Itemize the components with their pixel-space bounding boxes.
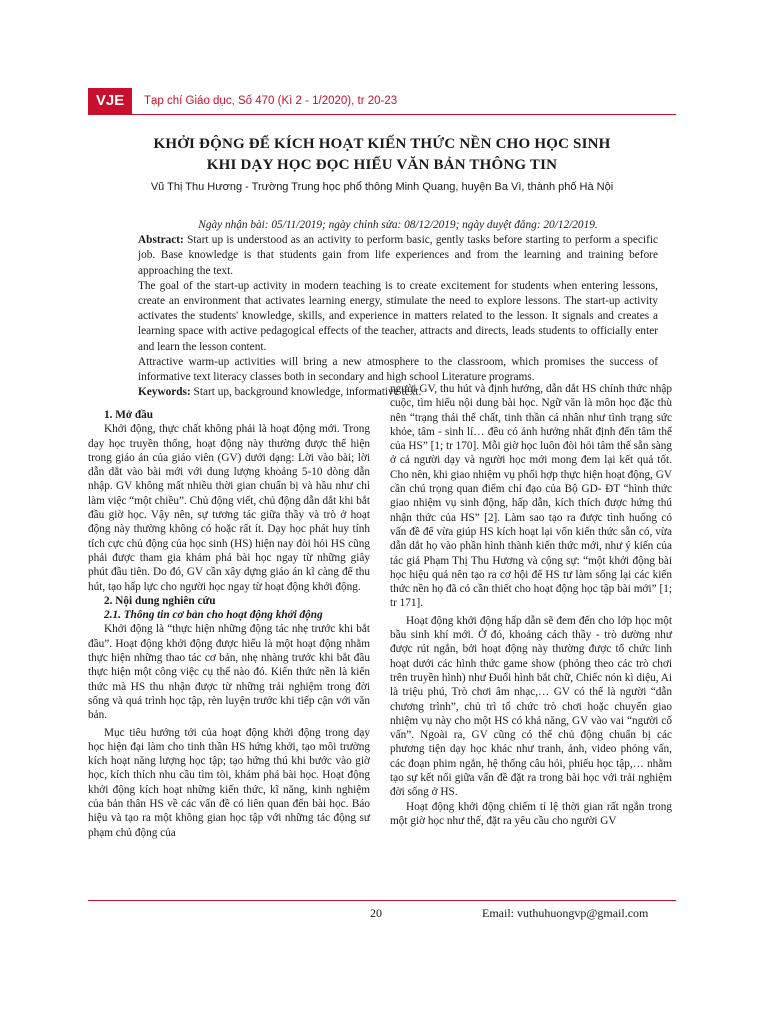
author-email: Email: vuthuhuongvp@gmail.com — [482, 906, 649, 920]
abstract-paragraph-3: Attractive warm-up activities will bring a new atmosphere to the classroom, which promises the success of informative text literacy classes both in secondary and high school Literature programs. — [138, 355, 658, 384]
abstract-block — [138, 218, 658, 400]
article-dates: Ngày nhận bài: 05/11/2019; ngày chỉnh sửa: 08/12/2019; ngày duyệt đăng: 20/12/2019. — [198, 219, 598, 231]
header-divider — [88, 114, 676, 115]
abstract-paragraph-2: The goal of the start-up activity in modern teaching is to create excitement for students when entering lessons, create an environment that activates learning energy, stimulate the need to explore lessons. The start-up activity activates the students' knowledge, skills, and experience in matters related to the lesson. It signals and creates a learning space with active pedagogical effects of the teacher, attracts and directs, leads students to officially enter and learn the lesson content. — [138, 279, 658, 353]
abstract-paragraph-1: Abstract: Start up is understood as an activity to perform basic, gently tasks before starting to perform a specific job. Base knowledge is that students gain from life experiences and from the learning and training before approaching the text. — [138, 234, 658, 277]
journal-citation: Tạp chí Giáo dục, Số 470 (Kì 2 - 1/2020), tr 20-23 — [144, 95, 398, 107]
subsection-heading: 2.1. Thông tin cơ bản cho hoạt động khởi động — [104, 609, 323, 622]
footer-divider — [88, 900, 676, 901]
body-paragraph: Hoạt động khởi động hấp dẫn sẽ đem đến cho lớp học một bầu sinh khí mới. Ở đó, khoảng cách thầy - trò dường như được rút ngắn, bởi hoạt động này thường được tổ chức linh hoạt dưới các hình thức game show (phỏng theo các trò chơi trên truyền hình) như Đuổi hình bắt chữ, Chiếc nón kì diệu, Ai là triệu phú, Trò chơi âm nhạc,… GV có thể là người “dẫn chương trình”, chủ trì tổ chức trò chơi hoặc chuyển giao nhiệm vụ này cho một HS có khả năng, GV vào vai “người cố vấn”. Ngoài ra, GV cũng có thể chủ động chuẩn bị các phương tiện dạy học khác như tranh, ảnh, video phỏng vấn, các đoạn phim ngắn, hệ thống câu hỏi, phiếu học tập,… nhằm tạo sự kết nối giữa vấn đề đặt ra trong bài học với trải nghiệm đời sống ở HS. — [390, 614, 672, 799]
abstract-label: Abstract: — [138, 234, 184, 247]
body-paragraph: người GV, thu hút và định hướng, dẫn dắt HS chính thức nhập cuộc, tìm hiểu nội dung bài học. Ngữ văn là môn học đặc thù nên “trạng thái thể chất, tinh thần cá nhân như tình trạng sức khỏe, tâm - sinh lí… đều có ảnh hưởng nhất định đến tâm thế của HS” [1; tr 170]. Mỗi giờ học luôn đòi hỏi tâm thế sẵn sàng ở cả người dạy và người học mới mong đem lại kết quả tốt. Cho nên, khi giao nhiệm vụ phối hợp thực hiện hoạt động, GV cần chú trọng quan điểm chỉ đạo của Bộ GD- ĐT “hình thức giao nhiệm vụ sinh động, hấp dẫn, kích thích được hứng thú nhận thức của HS” [2]. Làm sao tạo ra được tình huống có vấn đề để vừa giúp HS kích hoạt lại vốn kiến thức sẵn có, vừa dẫn dắt họ vào phần hình thành kiến thức mới, như ý kiến của tác giả Phạm Thị Thu Hương và cộng sự: “một khởi động bài học hiệu quả nên tạo ra cơ hội để HS tư làm sống lại các kiến thức nền họ đã có cần thiết cho hoạt động học tập bài mới” [1; tr 171]. — [390, 383, 673, 610]
title-line-2: KHI DẠY HỌC ĐỌC HIỂU VĂN BẢN THÔNG TIN — [206, 157, 558, 173]
body-paragraph: Khởi động, thực chất không phải là hoạt động mới. Trong dạy học truyền thống, hoạt động này thường được thể hiện trong giáo án của giáo viên (GV) dưới dạng: Lời vào bài; lời dẫn dắt vào bài mới với dung lượng khoảng 5-10 dòng dẫn nhập. GV không mất nhiều thời gian chuẩn bị và hầu như chỉ làm việc “một chiều”. Chủ động viết, chủ động dẫn dắt khi bắt đầu giờ học. Vậy nên, sự tương tác giữa thầy và trò ở hoạt động này thường không có hoặc rất ít. Dạy học phát huy tính tích cực chủ động của học sinh (HS) hiện nay đòi hỏi HS cũng phải được tham gia khám phá bài học ngay từ những giây phút đầu tiên. Do đó, GV cần xây dựng giáo án kĩ càng để thu hút, tạo hấp lực cho người học ngay từ hoạt động khởi động. — [88, 423, 370, 593]
article-title — [88, 134, 676, 176]
body-paragraph: Mục tiêu hướng tới của hoạt động khởi động trong dạy học hiện đại làm cho tinh thần HS hứng khởi, tạo môi trường kích hoạt năng lượng học tập; tạo hứng thú khi bước vào giờ học, kích thích nhu cầu tìm tòi, khám phá bài học. Hoạt động khởi động kích hoạt những kiến thức, kĩ năng, kinh nghiệm của bản thân HS về các vấn đề có liên quan đến bài học. Báo hiệu và tạo ra một không gian học tập với những tác động sư phạm chủ động của — [88, 726, 370, 839]
journal-logo-badge: VJE — [88, 88, 132, 114]
body-paragraph: Hoạt động khởi động chiếm tỉ lệ thời gian rất ngắn trong một giờ học như thế, đặt ra yêu cầu cho người GV — [390, 800, 672, 827]
keywords: Keywords: Start up, background knowledge, informative text. — [138, 386, 422, 399]
section-heading-intro: 1. Mở đầu — [104, 409, 154, 421]
keywords-label: Keywords: — [138, 386, 191, 399]
section-heading-content: 2. Nội dung nghiên cứu — [104, 594, 216, 607]
left-column — [88, 408, 370, 840]
title-line-1: KHỞI ĐỘNG ĐỂ KÍCH HOẠT KIẾN THỨC NỀN CHO HỌC SINH — [153, 136, 611, 152]
right-column — [390, 382, 672, 828]
journal-header — [88, 88, 688, 114]
author-affiliation: Vũ Thị Thu Hương - Trường Trung học phổ thông Minh Quang, huyện Ba Vì, thành phố Hà Nội — [150, 181, 614, 193]
body-paragraph: Khởi động là “thực hiện những động tác nhẹ trước khi bắt đầu”. Hoạt động khởi động được hiểu là một hoạt động nhằm thực hiện những thao tác cơ bản, nhẹ nhàng trước khi bắt đầu thực hiện một công việc cụ thể nào đó. Kiến thức nền là kiến thức mà HS thu nhận được từ những trải nghiệm trong đời sống và quá trình học tập, rèn luyện trước khi tiếp cận với văn bản. — [88, 623, 370, 722]
page-number: 20 — [370, 906, 382, 920]
